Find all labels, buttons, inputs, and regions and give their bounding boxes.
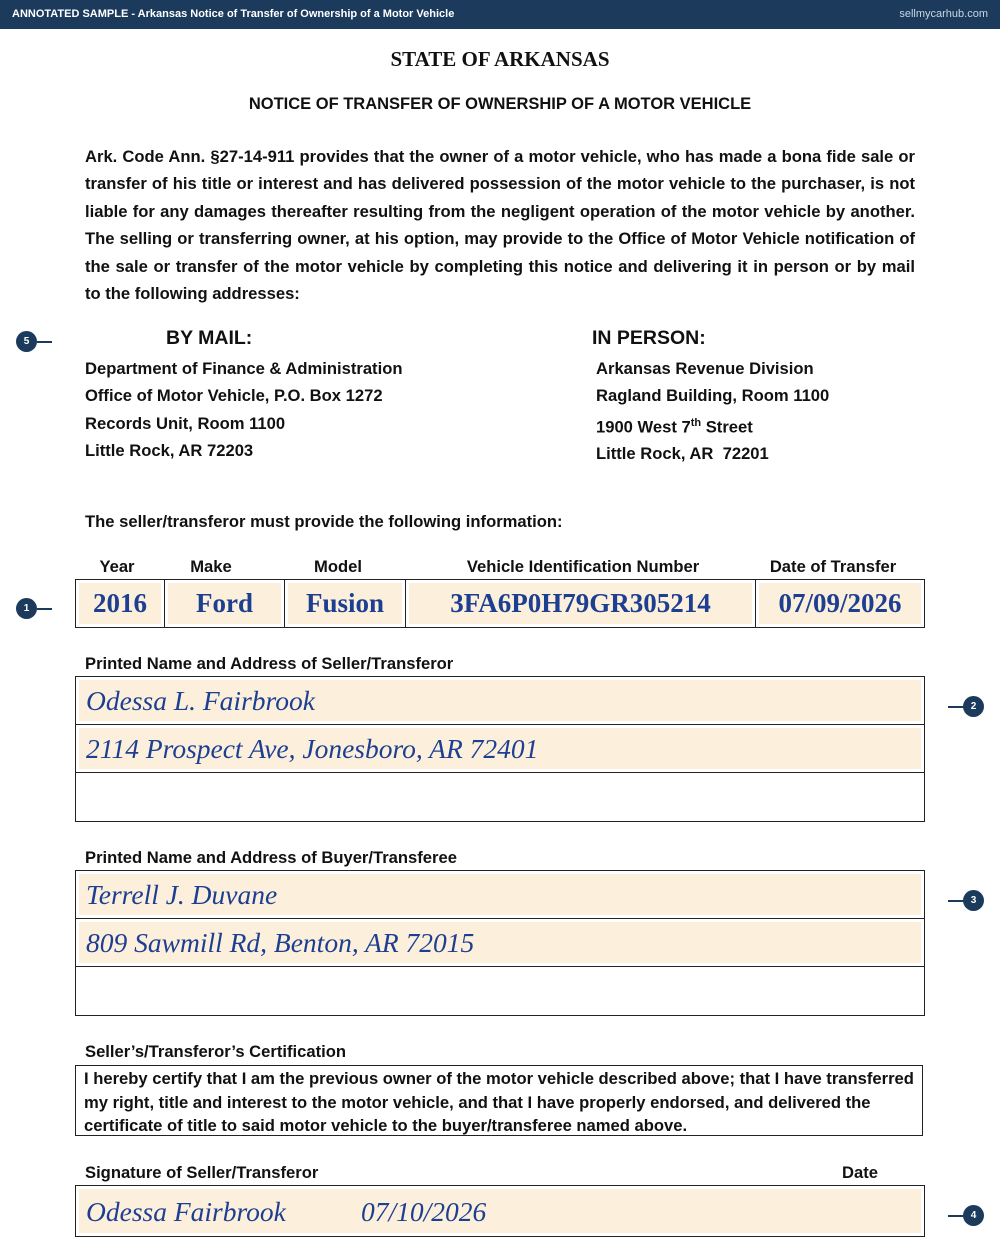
- seller-name-row[interactable]: [76, 677, 924, 725]
- annotation-marker-3: 3: [963, 890, 984, 911]
- buyer-label: Printed Name and Address of Buyer/Transferee: [85, 848, 457, 867]
- signature-field[interactable]: Odessa Fairbrook: [86, 1196, 286, 1227]
- vin-header: Vehicle Identification Number: [466, 557, 700, 576]
- notice-title: NOTICE OF TRANSFER OF OWNERSHIP OF A MOTOR VEHICLE: [248, 95, 752, 113]
- vin-field[interactable]: 3FA6P0H79GR305214: [409, 583, 752, 624]
- in-person-line-1: Arkansas Revenue Division: [596, 359, 814, 378]
- buyer-line-3[interactable]: [76, 967, 924, 1015]
- signature-date-field[interactable]: 07/10/2026: [361, 1196, 487, 1227]
- signature-label: Signature of Seller/Transferor: [85, 1163, 319, 1182]
- ordinal-suffix: th: [690, 416, 702, 429]
- intro-paragraph: Ark. Code Ann. §27-14-911 provides that the owner of a motor vehicle, who has made a bona fide sale or transfer of his title or interest and has delivered possession of the motor vehicle to the purchaser, is not liable for any damages thereafter resulting from the negligent operation of the motor vehicle by another. The selling or transferring owner, at his option, may provide to the Office of Motor Vehicle notification of the sale or transfer of the motor vehicle by completing this notice and delivering it in person or by mail to the following addresses:: [85, 147, 915, 304]
- buyer-name-row[interactable]: [76, 871, 924, 919]
- by-mail-line-4: Little Rock, AR 72203: [85, 440, 254, 460]
- date-label: Date: [842, 1163, 878, 1182]
- date-of-transfer-header: Date of Transfer: [769, 557, 897, 576]
- buyer-address-row[interactable]: [76, 919, 924, 967]
- seller-box: [75, 676, 925, 822]
- seller-name-field[interactable]: Odessa L. Fairbrook: [79, 680, 921, 721]
- model-cell[interactable]: [285, 580, 406, 627]
- seller-line-3[interactable]: [76, 773, 924, 821]
- annotation-banner: [0, 0, 1000, 29]
- model-field[interactable]: Fusion: [288, 583, 402, 624]
- date-cell[interactable]: [756, 580, 924, 627]
- seller-address-field[interactable]: 2114 Prospect Ave, Jonesboro, AR 72401: [79, 728, 921, 769]
- make-header: Make: [190, 557, 232, 576]
- annotation-marker-4: 4: [963, 1205, 984, 1226]
- make-field[interactable]: Ford: [168, 583, 281, 624]
- make-cell[interactable]: [165, 580, 285, 627]
- annotation-leader-3: [948, 900, 964, 902]
- buyer-name-field[interactable]: Terrell J. Duvane: [79, 874, 921, 915]
- vehicle-info-table: [75, 579, 925, 628]
- year-field[interactable]: 2016: [79, 583, 161, 624]
- annotation-leader-1: [37, 608, 52, 610]
- by-mail-line-2: Office of Motor Vehicle, P.O. Box 1272: [85, 386, 383, 406]
- seller-label: Printed Name and Address of Seller/Transferor: [85, 654, 454, 673]
- signature-fill[interactable]: [79, 1189, 921, 1233]
- seller-must-provide-label: The seller/transferor must provide the following information:: [85, 512, 563, 531]
- in-person-line-2: Ragland Building, Room 1100: [596, 386, 830, 406]
- seller-address-row[interactable]: [76, 725, 924, 773]
- street-word: Street: [701, 417, 753, 437]
- date-of-transfer-field[interactable]: 07/09/2026: [759, 583, 921, 624]
- by-mail-heading: BY MAIL:: [166, 327, 253, 349]
- by-mail-address: [85, 355, 402, 464]
- in-person-heading: IN PERSON:: [592, 327, 706, 349]
- buyer-address-field[interactable]: 809 Sawmill Rd, Benton, AR 72015: [79, 922, 921, 963]
- annotation-marker-5: 5: [16, 331, 37, 352]
- state-title: STATE OF ARKANSAS: [390, 47, 610, 71]
- street-number: 1900 West 7: [596, 417, 691, 437]
- in-person-address: [596, 355, 829, 468]
- annotation-leader-5: [37, 341, 52, 343]
- certification-label: Seller’s/Transferor’s Certification: [85, 1042, 346, 1061]
- vin-cell[interactable]: [406, 580, 756, 627]
- by-mail-line-1: Department of Finance & Administration: [85, 359, 403, 378]
- model-header: Model: [314, 557, 362, 576]
- annotation-leader-4: [948, 1215, 964, 1217]
- year-cell[interactable]: [76, 580, 165, 627]
- annotation-marker-1: 1: [16, 598, 37, 619]
- annotation-marker-2: 2: [963, 696, 984, 717]
- signature-box: [75, 1185, 925, 1237]
- banner-title: ANNOTATED SAMPLE - Arkansas Notice of Transfer of Ownership of a Motor Vehicle: [12, 8, 455, 20]
- banner-site-link[interactable]: sellmycarhub.com: [899, 8, 988, 20]
- in-person-line-4: Little Rock, AR 72201: [596, 444, 769, 464]
- annotation-leader-2: [948, 706, 964, 708]
- buyer-box: [75, 870, 925, 1016]
- by-mail-line-3: Records Unit, Room 1100: [85, 413, 286, 433]
- year-header: Year: [99, 557, 135, 576]
- certification-text: I hereby certify that I am the previous owner of the motor vehicle described above; that I have transferred my right, title and interest to the motor vehicle, and that I have properly endorsed, and delivered the certificate of title to said motor vehicle to the buyer/transferee named above.: [75, 1065, 923, 1136]
- in-person-line-3: [596, 410, 829, 441]
